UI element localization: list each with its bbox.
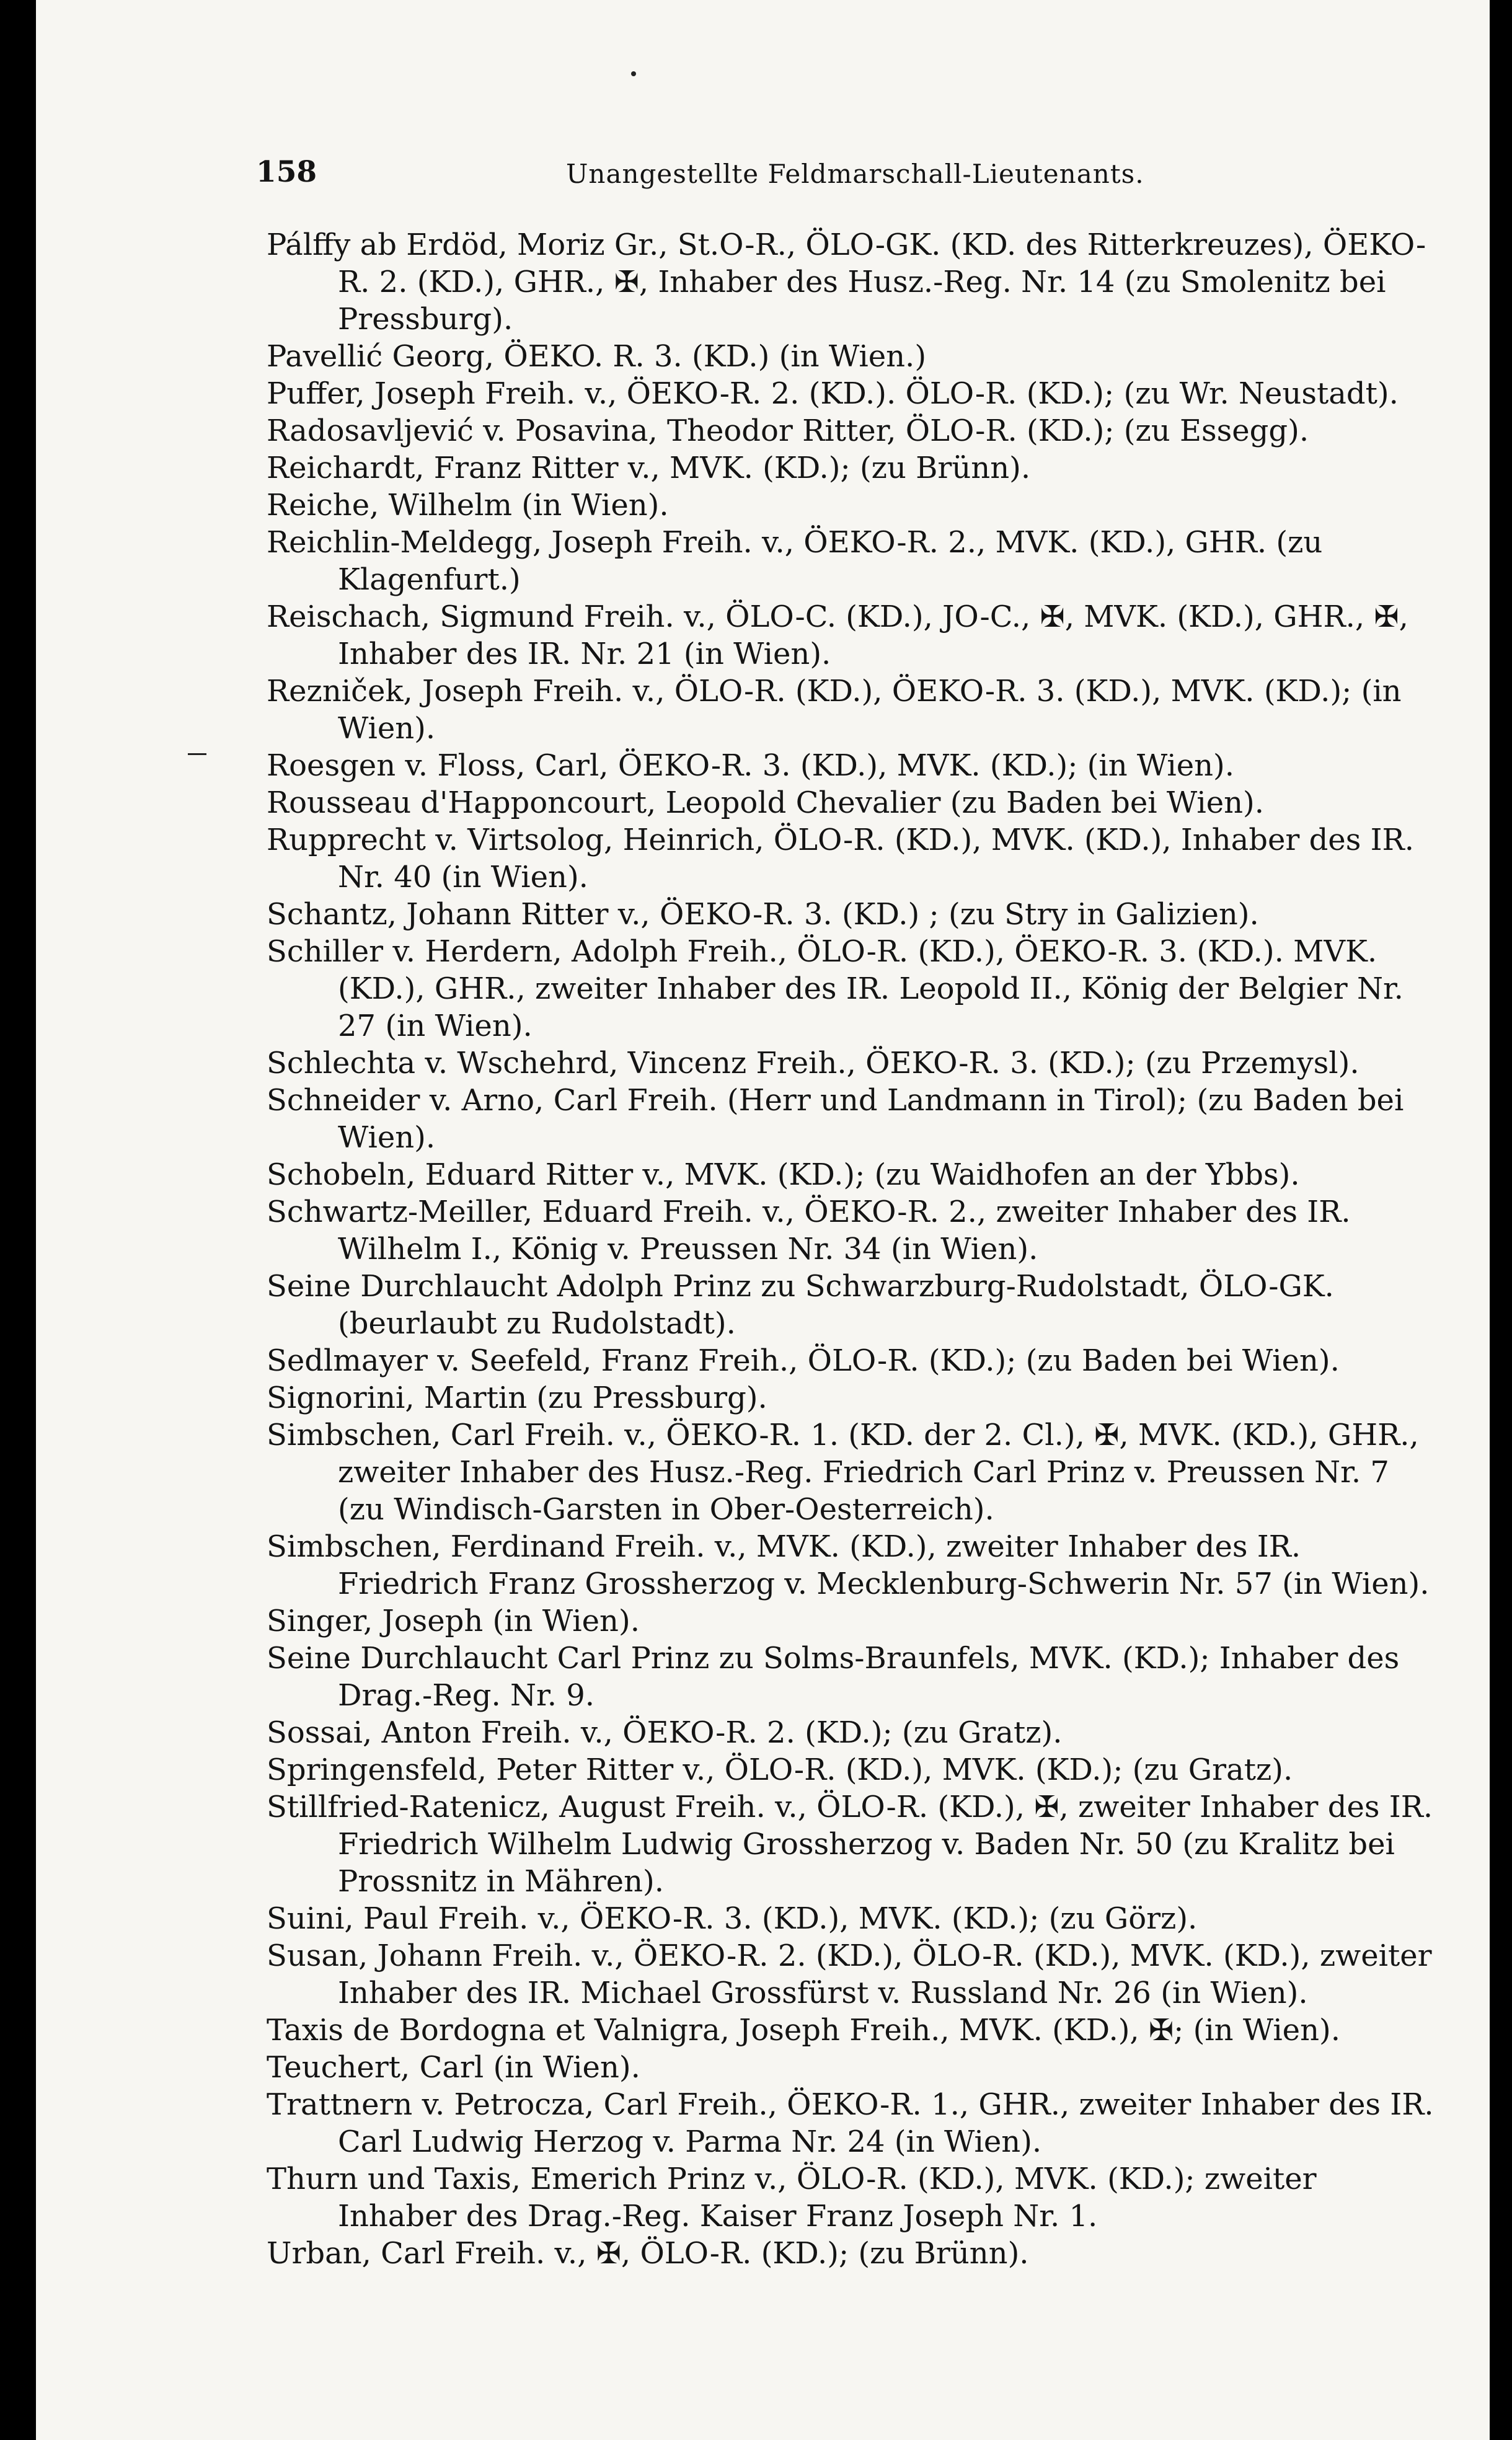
entry-suini: Suini, Paul Freih. v., ÖEKO-R. 3. (KD.), MVK. (KD.); (zu Görz).	[267, 1901, 1198, 1936]
entry-solms-braunfels: Seine Durchlaucht Carl Prinz zu Solms-Braunfels, MVK. (KD.); Inhaber des Drag.-Reg. Nr. 9.	[267, 1641, 1400, 1713]
entry-teuchert: Teuchert, Carl (in Wien).	[267, 2050, 640, 2085]
entry-susan: Susan, Johann Freih. v., ÖEKO-R. 2. (KD.), ÖLO-R. (KD.), MVK. (KD.), zweiter Inhaber des IR. Michael Grossfürst v. Russland Nr. 26 (in Wien).	[267, 1938, 1432, 2010]
entry-schantz: Schantz, Johann Ritter v., ÖEKO-R. 3. (KD.) ; (zu Stry in Galizien).	[267, 897, 1259, 932]
page-number: 158	[256, 155, 317, 189]
print-speck	[631, 71, 636, 76]
book-page	[36, 0, 1490, 2440]
entry-sossai: Sossai, Anton Freih. v., ÖEKO-R. 2. (KD.); (zu Gratz).	[267, 1715, 1063, 1750]
entry-sedlmayer: Sedlmayer v. Seefeld, Franz Freih., ÖLO-R. (KD.); (zu Baden bei Wien).	[267, 1343, 1340, 1378]
running-title: Unangestellte Feldmarschall-Lieutenants.	[566, 159, 1144, 189]
entry-trattnern: Trattnern v. Petrocza, Carl Freih., ÖEKO-R. 1., GHR., zweiter Inhaber des IR. Carl Ludwig Herzog v. Parma Nr. 24 (in Wien).	[267, 2087, 1434, 2159]
entry-reichardt: Reichardt, Franz Ritter v., MVK. (KD.); (zu Brünn).	[267, 451, 1031, 485]
entry-stillfried-ratenicz: Stillfried-Ratenicz, August Freih. v., ÖLO-R. (KD.), ✠, zweiter Inhaber des IR. Friedrich Wilhelm Ludwig Grossherzog v. Baden Nr. 50 (zu Kralitz bei Prossnitz in Mähren).	[267, 1790, 1433, 1899]
entry-radosavljevic: Radosavljević v. Posavina, Theodor Ritter, ÖLO-R. (KD.); (zu Essegg).	[267, 413, 1309, 448]
entry-reichlin-meldegg: Reichlin-Meldegg, Joseph Freih. v., ÖEKO-R. 2., MVK. (KD.), GHR. (zu Klagenfurt.)	[267, 525, 1323, 597]
page-header	[256, 155, 1434, 205]
entry-urban: Urban, Carl Freih. v., ✠, ÖLO-R. (KD.); (zu Brünn).	[267, 2236, 1029, 2271]
entry-rousseau: Rousseau d'Happoncourt, Leopold Chevalier (zu Baden bei Wien).	[267, 785, 1265, 820]
entry-springensfeld: Springensfeld, Peter Ritter v., ÖLO-R. (KD.), MVK. (KD.); (zu Gratz).	[267, 1753, 1293, 1787]
entry-roesgen: Roesgen v. Floss, Carl, ÖEKO-R. 3. (KD.), MVK. (KD.); (in Wien).	[267, 748, 1235, 783]
entry-schwarzburg-rudolstadt: Seine Durchlaucht Adolph Prinz zu Schwarzburg-Rudolstadt, ÖLO-GK. (beurlaubt zu Rudolstadt).	[267, 1269, 1334, 1341]
entry-signorini: Signorini, Martin (zu Pressburg).	[267, 1381, 767, 1415]
entry-reischach: Reischach, Sigmund Freih. v., ÖLO-C. (KD.), JO-C., ✠, MVK. (KD.), GHR., ✠, Inhaber des IR. Nr. 21 (in Wien).	[267, 599, 1408, 671]
print-speck	[188, 753, 206, 755]
entry-schneider: Schneider v. Arno, Carl Freih. (Herr und Landmann in Tirol); (zu Baden bei Wien).	[267, 1083, 1404, 1155]
entry-schiller: Schiller v. Herdern, Adolph Freih., ÖLO-R. (KD.), ÖEKO-R. 3. (KD.). MVK. (KD.), GHR., zweiter Inhaber des IR. Leopold II., König der Belgier Nr. 27 (in Wien).	[267, 934, 1404, 1043]
entry-thurn-und-taxis: Thurn und Taxis, Emerich Prinz v., ÖLO-R. (KD.), MVK. (KD.); zweiter Inhaber des Drag.-Reg. Kaiser Franz Joseph Nr. 1.	[267, 2162, 1317, 2234]
entry-schobeln: Schobeln, Eduard Ritter v., MVK. (KD.); (zu Waidhofen an der Ybbs).	[267, 1157, 1300, 1192]
entry-palffy: Pálffy ab Erdöd, Moriz Gr., St.O-R., ÖLO-GK. (KD. des Ritterkreuzes), ÖEKO-R. 2. (KD.), GHR., ✠, Inhaber des Husz.-Reg. Nr. 14 (zu Smolenitz bei Pressburg).	[267, 228, 1426, 337]
entry-simbschen-carl: Simbschen, Carl Freih. v., ÖEKO-R. 1. (KD. der 2. Cl.), ✠, MVK. (KD.), GHR., zweiter Inhaber des Husz.-Reg. Friedrich Carl Prinz v. Preussen Nr. 7 (zu Windisch-Garsten in Ober-Oesterreich).	[267, 1418, 1419, 1527]
entry-taxis: Taxis de Bordogna et Valnigra, Joseph Freih., MVK. (KD.), ✠; (in Wien).	[267, 2013, 1340, 2048]
entry-pavellic: Pavellić Georg, ÖEKO. R. 3. (KD.) (in Wien.)	[267, 339, 927, 374]
entry-rupprecht: Rupprecht v. Virtsolog, Heinrich, ÖLO-R. (KD.), MVK. (KD.), Inhaber des IR. Nr. 40 (in Wien).	[267, 823, 1414, 895]
entry-list	[267, 226, 1438, 2272]
entry-reiche: Reiche, Wilhelm (in Wien).	[267, 488, 669, 523]
entry-schlechta: Schlechta v. Wschehrd, Vincenz Freih., ÖEKO-R. 3. (KD.); (zu Przemysl).	[267, 1046, 1359, 1081]
entry-simbschen-ferdinand: Simbschen, Ferdinand Freih. v., MVK. (KD.), zweiter Inhaber des IR. Friedrich Franz Grossherzog v. Mecklenburg-Schwerin Nr. 57 (in Wien).	[267, 1529, 1430, 1601]
entry-reznicek: Rezniček, Joseph Freih. v., ÖLO-R. (KD.), ÖEKO-R. 3. (KD.), MVK. (KD.); (in Wien).	[267, 674, 1402, 746]
entry-schwartz-meiller: Schwartz-Meiller, Eduard Freih. v., ÖEKO-R. 2., zweiter Inhaber des IR. Wilhelm I., König v. Preussen Nr. 34 (in Wien).	[267, 1195, 1351, 1266]
entry-singer: Singer, Joseph (in Wien).	[267, 1604, 640, 1638]
entry-puffer: Puffer, Joseph Freih. v., ÖEKO-R. 2. (KD.). ÖLO-R. (KD.); (zu Wr. Neustadt).	[267, 376, 1399, 411]
